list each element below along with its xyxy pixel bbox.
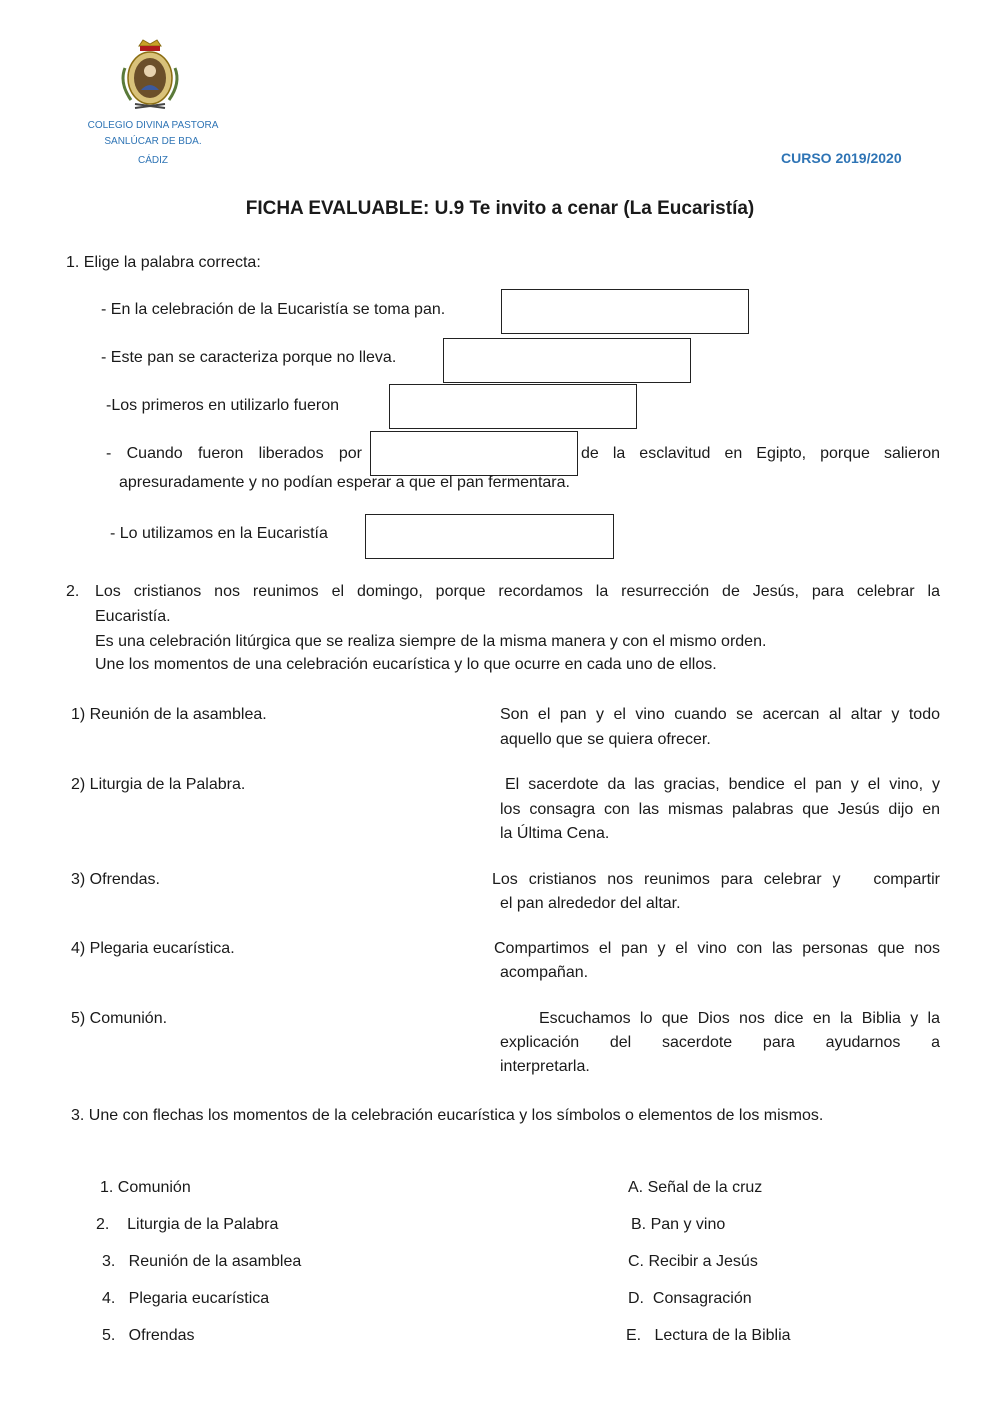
q2-right-item-1-l1: Son el pan y el vino cuando se acercan al altar y todo (500, 706, 940, 723)
school-crest-logo (113, 38, 187, 112)
q1-line2: - Este pan se caracteriza porque no lleva. (101, 349, 397, 366)
q2-right-item-2-l3: la Última Cena. (500, 825, 610, 842)
q3-left-item-2: 2. Liturgia de la Palabra (96, 1216, 279, 1233)
answer-box-2[interactable] (443, 338, 691, 383)
q3-right-item-c: C. Recibir a Jesús (628, 1253, 758, 1270)
q2-right-item-2-l2: los consagra con las mismas palabras que Jesús dijo en (500, 801, 940, 818)
answer-box-3[interactable] (389, 384, 637, 429)
q2-right-item-4-l1: Compartimos el pan y el vino con las personas que nos (494, 940, 940, 957)
q2-right-item-3-l1: Los cristianos nos reunimos para celebrar y compartir (492, 871, 940, 888)
q3-left-item-5: 5. Ofrendas (102, 1327, 195, 1344)
q2-line4: Une los momentos de una celebración eucarística y lo que ocurre en cada uno de ellos. (95, 656, 717, 673)
q3-right-item-a: A. Señal de la cruz (628, 1179, 763, 1196)
q2-right-item-5-l2: explicación del sacerdote para ayudarnos a (500, 1034, 940, 1051)
school-town: SANLÚCAR DE BDA. (104, 136, 202, 147)
q2-line1: Los cristianos nos reunimos el domingo, porque recordamos la resurrección de Jesús, para celebrar la (95, 583, 940, 600)
q3-heading: 3. Une con flechas los momentos de la celebración eucarística y los símbolos o elementos de los mismos. (71, 1107, 824, 1124)
q1-heading: 1. Elige la palabra correcta: (66, 254, 261, 271)
page-title: FICHA EVALUABLE: U.9 Te invito a cenar (La Eucaristía) (245, 198, 755, 219)
school-province: CÁDIZ (138, 155, 168, 166)
q1-line1: - En la celebración de la Eucaristía se toma pan. (101, 301, 446, 318)
q2-number: 2. (66, 583, 80, 600)
q2-right-item-4-l2: acompañan. (500, 964, 589, 981)
course-year: CURSO 2019/2020 (781, 150, 902, 166)
q2-line2: Eucaristía. (95, 608, 171, 625)
answer-box-5[interactable] (365, 514, 614, 559)
answer-box-4[interactable] (370, 431, 578, 476)
q2-right-item-1-l2: aquello que se quiera ofrecer. (500, 731, 711, 748)
q3-left-item-4: 4. Plegaria eucarística (102, 1290, 270, 1307)
q3-right-item-d: D. Consagración (628, 1290, 752, 1307)
q2-left-item-3: 3) Ofrendas. (71, 871, 160, 888)
q1-line3: -Los primeros en utilizarlo fueron (106, 397, 339, 414)
q2-left-item-1: 1) Reunión de la asamblea. (71, 706, 267, 723)
q2-right-item-5-l3: interpretarla. (500, 1058, 590, 1075)
q1-line4a: - Cuando fueron liberados por (106, 445, 362, 462)
q1-line4b: de la esclavitud en Egipto, porque salieron (581, 445, 940, 462)
answer-box-1[interactable] (501, 289, 749, 334)
q2-right-item-5-l1: Escuchamos lo que Dios nos dice en la Biblia y la (539, 1010, 940, 1027)
q3-right-item-e: E. Lectura de la Biblia (626, 1327, 791, 1344)
q2-left-item-5: 5) Comunión. (71, 1010, 168, 1027)
q2-left-item-2: 2) Liturgia de la Palabra. (71, 776, 246, 793)
school-name: COLEGIO DIVINA PASTORA (87, 120, 219, 131)
q2-right-item-2-l1: El sacerdote da las gracias, bendice el pan y el vino, y (505, 776, 940, 793)
q1-line4c: apresuradamente y no podían esperar a que el pan fermentara. (119, 474, 570, 491)
q2-left-item-4: 4) Plegaria eucarística. (71, 940, 235, 957)
q2-right-item-3-l2: el pan alrededor del altar. (500, 895, 681, 912)
q2-line3: Es una celebración litúrgica que se realiza siempre de la misma manera y con el mismo orden. (95, 633, 767, 650)
q3-left-item-3: 3. Reunión de la asamblea (102, 1253, 302, 1270)
q1-line5: - Lo utilizamos en la Eucaristía (110, 525, 328, 542)
q3-right-item-b: B. Pan y vino (631, 1216, 726, 1233)
q3-left-item-1: 1. Comunión (100, 1179, 191, 1196)
